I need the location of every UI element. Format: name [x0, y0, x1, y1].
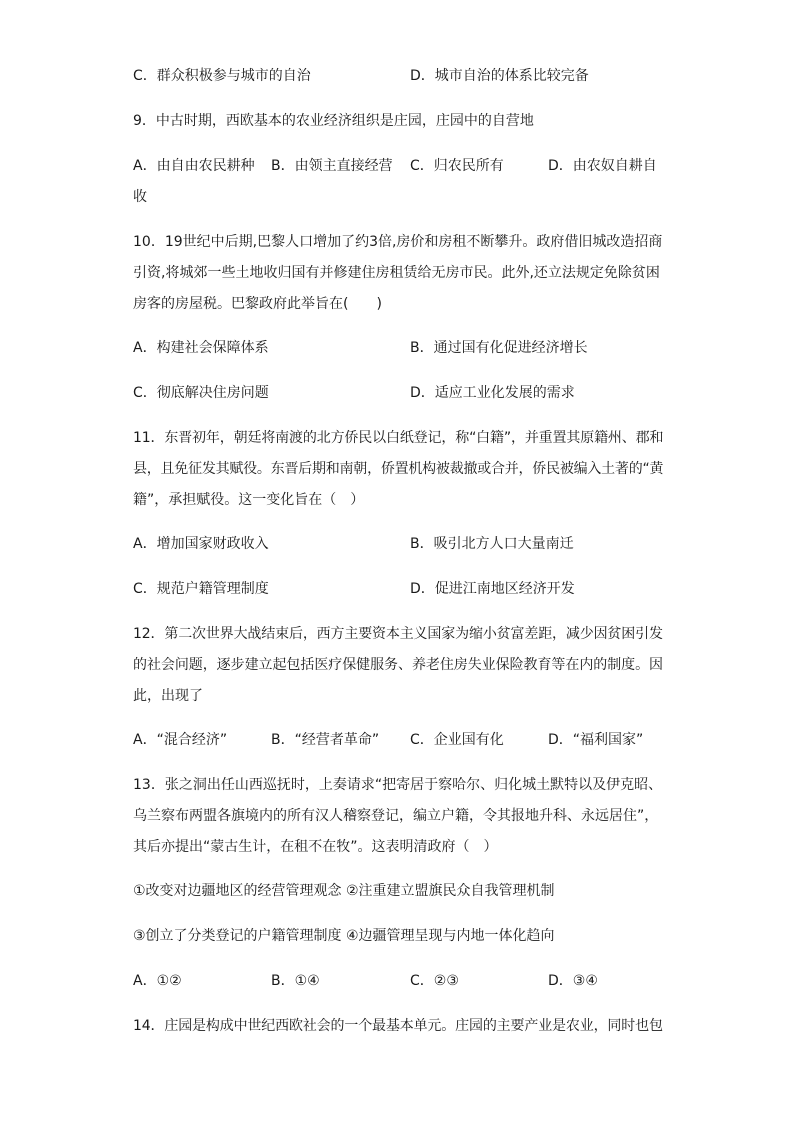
- q8-option-c: C．群众积极参与城市的自治: [133, 68, 311, 84]
- q9-option-b: B．由领主直接经营: [271, 158, 393, 174]
- q11-option-d: D．促进江南地区经济开发: [410, 581, 575, 597]
- q13-stem-line-2: 乌兰察布两盟各旗境内的所有汉人稽察登记，编立户籍，令其报地升科、永远居住”，: [133, 808, 659, 824]
- q11-option-a: A．增加国家财政收入: [133, 536, 269, 552]
- q9-option-d-continued: 收: [133, 189, 147, 205]
- q8-option-d: D．城市自治的体系比较完备: [410, 68, 589, 84]
- q14-stem-line-1: 14．庄园是构成中世纪西欧社会的一个最基本单元。庄园的主要产业是农业，同时也包: [133, 1018, 663, 1034]
- q10-stem-line-2: 引资,将城郊一些土地收归国有并修建住房租赁给无房市民。此外,还立法规定免除贫困: [133, 265, 660, 281]
- q12-option-a: A．“混合经济”: [133, 732, 228, 748]
- q10-option-b: B．通过国有化促进经济增长: [410, 340, 588, 356]
- q13-statement-3-4: ③创立了分类登记的户籍管理制度 ④边疆管理呈现与内地一体化趋向: [133, 928, 555, 944]
- q10-stem-line-1: 10．19世纪中后期,巴黎人口增加了约3倍,房价和房租不断攀升。政府借旧城改造招商: [133, 234, 663, 250]
- q10-stem-line-3: 房客的房屋税。巴黎政府此举旨在( ): [133, 296, 382, 312]
- q9-option-c: C．归农民所有: [410, 158, 504, 174]
- q12-stem-line-3: 此，出现了: [133, 688, 203, 704]
- q11-option-c: C．规范户籍管理制度: [133, 581, 269, 597]
- q9-stem: 9．中古时期，西欧基本的农业经济组织是庄园，庄园中的自营地: [133, 113, 534, 129]
- q10-option-a: A．构建社会保障体系: [133, 340, 269, 356]
- q10-option-c: C．彻底解决住房问题: [133, 385, 269, 401]
- q12-option-c: C．企业国有化: [410, 732, 504, 748]
- q13-stem-line-3: 其后亦提出“蒙古生计，在租不在牧”。这表明清政府（ ）: [133, 839, 498, 855]
- q10-option-d: D．适应工业化发展的需求: [410, 385, 575, 401]
- q13-statement-1-2: ①改变对边疆地区的经营管理观念 ②注重建立盟旗民众自我管理机制: [133, 883, 555, 899]
- q12-stem-line-1: 12．第二次世界大战结束后，西方主要资本主义国家为缩小贫富差距，减少因贫困引发: [133, 626, 663, 642]
- q13-option-a: A．①②: [133, 973, 182, 989]
- q11-stem-line-1: 11．东晋初年，朝廷将南渡的北方侨民以白纸登记，称“白籍”，并重置其原籍州、郡和: [133, 430, 664, 446]
- q13-stem-line-1: 13．张之洞出任山西巡抚时，上奏请求“把寄居于察哈尔、归化城土默特以及伊克昭、: [133, 777, 663, 793]
- q9-option-a: A．由自由农民耕种: [133, 158, 255, 174]
- q12-stem-line-2: 的社会问题，逐步建立起包括医疗保健服务、养老住房失业保险教育等在内的制度。因: [133, 657, 663, 673]
- q11-option-b: B．吸引北方人口大量南迁: [410, 536, 574, 552]
- q13-option-b: B．①④: [271, 973, 320, 989]
- q11-stem-line-3: 籍”，承担赋役。这一变化旨在（ ）: [133, 492, 365, 508]
- q13-option-d: D．③④: [548, 973, 598, 989]
- q11-stem-line-2: 县，且免征发其赋役。东晋后期和南朝，侨置机构被裁撤或合并，侨民被编入土著的“黄: [133, 461, 664, 477]
- q12-option-b: B．“经营者革命”: [271, 732, 380, 748]
- q9-option-d: D．由农奴自耕自: [548, 158, 657, 174]
- q12-option-d: D．“福利国家”: [548, 732, 644, 748]
- q13-option-c: C．②③: [410, 973, 459, 989]
